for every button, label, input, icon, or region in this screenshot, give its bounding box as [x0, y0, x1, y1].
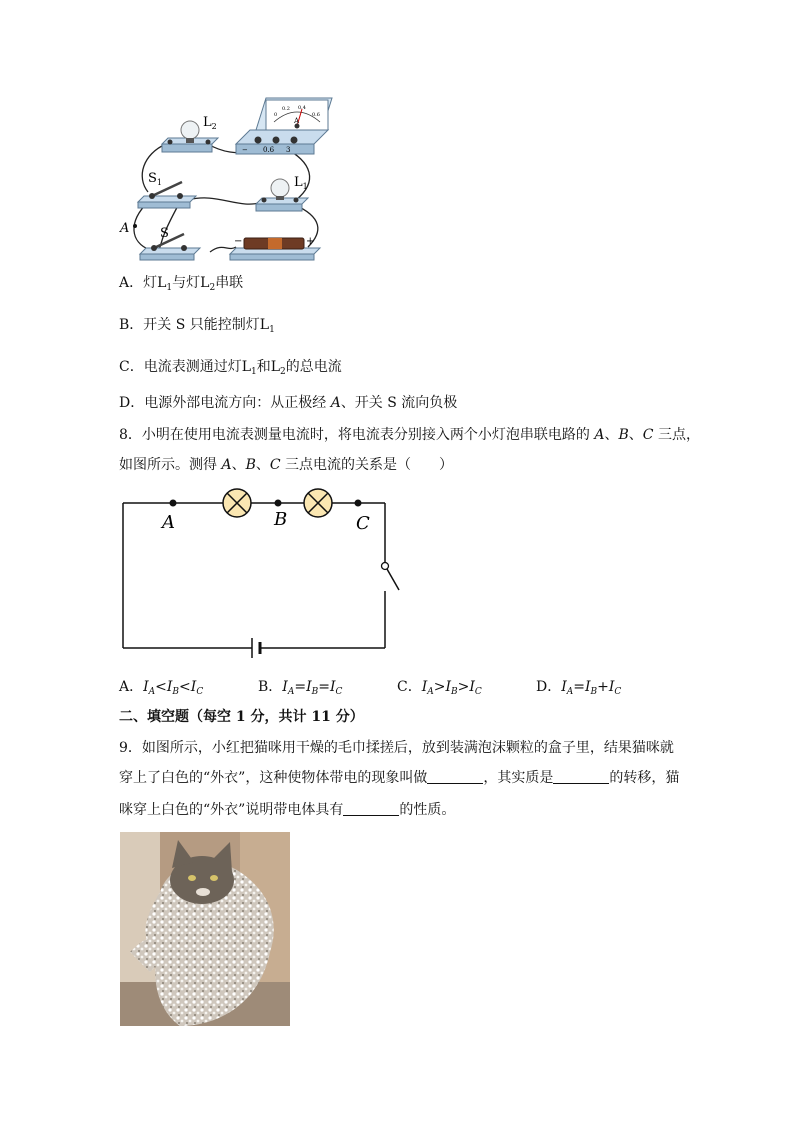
point-c-label: C — [356, 513, 370, 534]
q7-option-c: C．电流表测通过灯$L_1$和$L_2$的总电流 — [119, 359, 342, 377]
cat-photo — [120, 832, 290, 1026]
point-a-dot — [133, 224, 137, 228]
wire — [188, 198, 263, 204]
circuit-diagram-series — [114, 486, 414, 666]
point-a-label: A — [120, 221, 130, 236]
svg-text:S: S — [160, 226, 169, 241]
point-a-label: A — [162, 512, 175, 533]
ammeter-terminal: − — [242, 146, 248, 154]
svg-text:L1: $L_1$ — [294, 175, 308, 191]
q8-option-a: A．$I_A<I_B<I_C$ — [119, 679, 204, 697]
lamp-symbol — [223, 489, 251, 517]
q9-stem-line1: 9．如图所示，小红把猫咪用干燥的毛巾揉搓后，放到装满泡沫颗粒的盒子里，结果猫咪就 — [119, 740, 674, 756]
answer-blank[interactable] — [427, 769, 483, 784]
q8-stem-line2: 如图所示。测得 A、B、C 三点电流的关系是（ ） — [119, 457, 454, 473]
ammeter-scale: 0.2 — [282, 106, 290, 112]
q8-option-c: C．$I_A>I_B>I_C$ — [397, 679, 482, 697]
ammeter-terminal: 3 — [286, 146, 291, 154]
q7-option-d: D．电源外部电流方向：从正极经 A、开关 S 流向负极 — [119, 395, 458, 411]
battery — [230, 236, 320, 260]
circuit-figure-physical — [118, 92, 340, 264]
point-b-label: B — [274, 509, 288, 530]
ammeter-terminal: 0.6 — [263, 146, 275, 154]
lamp-symbol — [304, 489, 332, 517]
svg-text:+: + — [306, 236, 315, 247]
switch-symbol — [382, 563, 400, 591]
q8-option-d: D．$I_A=I_B+I_C$ — [536, 679, 622, 697]
lamp-l2 — [162, 115, 218, 152]
ammeter-scale: 0 — [274, 112, 278, 118]
svg-text:L2: $L_2$ — [203, 115, 217, 131]
q8-option-b: B．$I_A=I_B=I_C$ — [258, 679, 343, 697]
ammeter-unit: A — [294, 117, 300, 125]
svg-text:S1: $S_1$ — [148, 171, 162, 187]
ammeter — [236, 98, 332, 154]
ammeter-scale: 0.4 — [298, 105, 306, 111]
lamp-l1 — [256, 175, 308, 211]
point-a-dot — [170, 500, 177, 507]
q9-stem-line3: 咪穿上白色的“外衣”说明带电体具有 的性质。 — [119, 802, 456, 818]
q7-option-b: B．开关 S 只能控制灯$L_1$ — [119, 317, 275, 335]
q7-option-a: A．灯$L_1$与灯$L_2$串联 — [119, 275, 244, 293]
ammeter-scale: 0.6 — [312, 112, 320, 118]
q8-stem-line1: 8．小明在使用电流表测量电流时，将电流表分别接入两个小灯泡串联电路的 A、B、C 三点， — [119, 427, 700, 443]
battery-symbol — [252, 638, 260, 658]
svg-text:−: − — [234, 236, 243, 247]
q9-stem-line2: 穿上了白色的“外衣”，这种使物体带电的现象叫做 ，其实质是 的转移，猫 — [119, 770, 680, 786]
switch-s — [140, 226, 200, 260]
answer-blank[interactable] — [343, 801, 399, 816]
answer-blank[interactable] — [553, 769, 609, 784]
point-c-dot — [355, 500, 362, 507]
point-b-dot — [275, 500, 282, 507]
section-heading: 二、填空题（每空 1 分，共计 11 分） — [119, 709, 364, 725]
